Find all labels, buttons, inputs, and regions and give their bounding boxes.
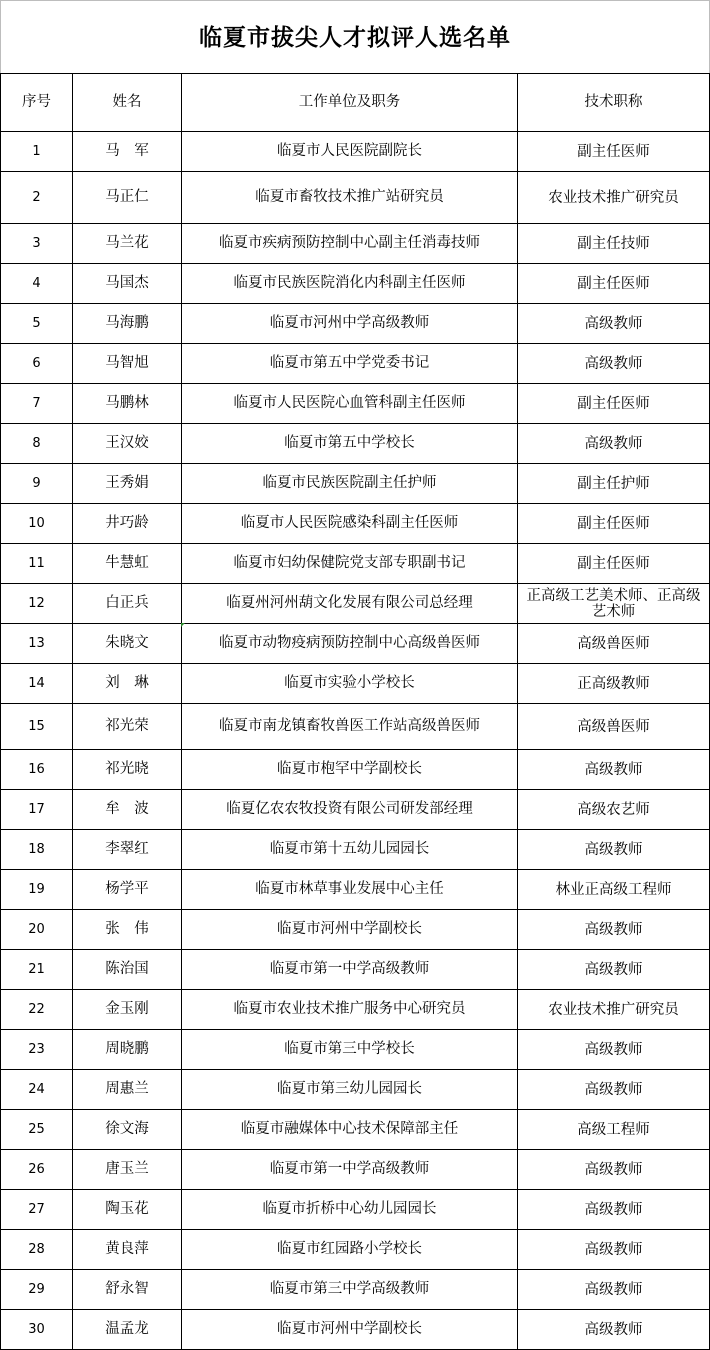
cell-unit: 临夏市第五中学党委书记 bbox=[182, 344, 518, 384]
cell-name: 陶玉花 bbox=[73, 1190, 182, 1230]
cell-index: 26 bbox=[1, 1150, 73, 1190]
cell-title: 副主任医师 bbox=[518, 132, 710, 172]
cell-unit: 临夏市人民医院感染科副主任医师 bbox=[182, 504, 518, 544]
cell-title: 高级教师 bbox=[518, 1310, 710, 1350]
cell-unit: 临夏市第三幼儿园园长 bbox=[182, 1070, 518, 1110]
cell-name: 祁光荣 bbox=[73, 704, 182, 750]
table-row bbox=[1, 1070, 710, 1110]
cell-title: 正高级教师 bbox=[518, 664, 710, 704]
cell-unit: 临夏亿农农牧投资有限公司研发部经理 bbox=[182, 790, 518, 830]
cell-title: 高级教师 bbox=[518, 304, 710, 344]
table-row bbox=[1, 584, 710, 624]
cell-title: 高级教师 bbox=[518, 1230, 710, 1270]
table-row bbox=[1, 1230, 710, 1270]
title-row bbox=[1, 1, 710, 74]
cell-index: 23 bbox=[1, 1030, 73, 1070]
cell-index: 2 bbox=[1, 172, 73, 224]
cell-title: 副主任技师 bbox=[518, 224, 710, 264]
cell-title: 高级兽医师 bbox=[518, 704, 710, 750]
table-row bbox=[1, 704, 710, 750]
cell-name: 周晓鹏 bbox=[73, 1030, 182, 1070]
cell-name: 祁光晓 bbox=[73, 750, 182, 790]
table-row bbox=[1, 1270, 710, 1310]
cell-unit: 临夏市融媒体中心技术保障部主任 bbox=[182, 1110, 518, 1150]
cell-name: 徐文海 bbox=[73, 1110, 182, 1150]
cell-unit: 临夏市农业技术推广服务中心研究员 bbox=[182, 990, 518, 1030]
cell-unit: 临夏市疾病预防控制中心副主任消毒技师 bbox=[182, 224, 518, 264]
cell-index: 24 bbox=[1, 1070, 73, 1110]
cell-name: 周惠兰 bbox=[73, 1070, 182, 1110]
cell-unit: 临夏市动物疫病预防控制中心高级兽医师 bbox=[182, 624, 518, 664]
cell-index: 29 bbox=[1, 1270, 73, 1310]
cell-unit: 临夏市红园路小学校长 bbox=[182, 1230, 518, 1270]
cell-name: 牟 波 bbox=[73, 790, 182, 830]
cell-index: 17 bbox=[1, 790, 73, 830]
cell-unit: 临夏市林草事业发展中心主任 bbox=[182, 870, 518, 910]
cell-title: 高级教师 bbox=[518, 950, 710, 990]
table-row bbox=[1, 950, 710, 990]
cell-title: 高级教师 bbox=[518, 1150, 710, 1190]
cell-unit: 临夏市民族医院副主任护师 bbox=[182, 464, 518, 504]
cell-name: 马海鹏 bbox=[73, 304, 182, 344]
cell-unit: 临夏市第一中学高级教师 bbox=[182, 950, 518, 990]
table-row bbox=[1, 750, 710, 790]
cell-index: 14 bbox=[1, 664, 73, 704]
table-row bbox=[1, 384, 710, 424]
header-index: 序号 bbox=[1, 74, 73, 132]
header-title: 技术职称 bbox=[518, 74, 710, 132]
table-row bbox=[1, 870, 710, 910]
cell-name: 朱晓文 bbox=[73, 624, 182, 664]
cell-unit: 临夏市河州中学副校长 bbox=[182, 910, 518, 950]
page-title: 临夏市拔尖人才拟评人选名单 bbox=[1, 1, 710, 74]
cell-title: 高级教师 bbox=[518, 1190, 710, 1230]
cell-title: 林业正高级工程师 bbox=[518, 870, 710, 910]
table-row bbox=[1, 664, 710, 704]
cell-name: 王汉姣 bbox=[73, 424, 182, 464]
cell-title: 高级教师 bbox=[518, 830, 710, 870]
cell-index: 9 bbox=[1, 464, 73, 504]
cell-unit: 临夏市第三中学校长 bbox=[182, 1030, 518, 1070]
header-row bbox=[1, 74, 710, 132]
cell-title: 高级教师 bbox=[518, 1030, 710, 1070]
table-row bbox=[1, 790, 710, 830]
cell-index: 11 bbox=[1, 544, 73, 584]
cell-name: 杨学平 bbox=[73, 870, 182, 910]
cell-title: 高级教师 bbox=[518, 344, 710, 384]
cell-title: 高级教师 bbox=[518, 1270, 710, 1310]
cell-name: 舒永智 bbox=[73, 1270, 182, 1310]
cell-name: 马兰花 bbox=[73, 224, 182, 264]
cell-title: 农业技术推广研究员 bbox=[518, 172, 710, 224]
cell-name: 马鹏林 bbox=[73, 384, 182, 424]
cell-unit: 临夏市人民医院心血管科副主任医师 bbox=[182, 384, 518, 424]
cell-title: 高级农艺师 bbox=[518, 790, 710, 830]
cell-unit: 临夏市枹罕中学副校长 bbox=[182, 750, 518, 790]
cell-title: 高级教师 bbox=[518, 910, 710, 950]
cell-comment-marker bbox=[181, 623, 185, 627]
cell-unit: 临夏市第五中学校长 bbox=[182, 424, 518, 464]
cell-name: 陈治国 bbox=[73, 950, 182, 990]
cell-index: 8 bbox=[1, 424, 73, 464]
table-row bbox=[1, 264, 710, 304]
table-row bbox=[1, 424, 710, 464]
cell-unit: 临夏市第三中学高级教师 bbox=[182, 1270, 518, 1310]
cell-index: 22 bbox=[1, 990, 73, 1030]
cell-name: 张 伟 bbox=[73, 910, 182, 950]
cell-title: 副主任医师 bbox=[518, 384, 710, 424]
table-row bbox=[1, 224, 710, 264]
cell-index: 20 bbox=[1, 910, 73, 950]
cell-index: 12 bbox=[1, 584, 73, 624]
cell-title: 高级教师 bbox=[518, 750, 710, 790]
cell-unit: 临夏市折桥中心幼儿园园长 bbox=[182, 1190, 518, 1230]
cell-unit: 临夏市河州中学高级教师 bbox=[182, 304, 518, 344]
cell-title: 副主任医师 bbox=[518, 264, 710, 304]
table-row bbox=[1, 624, 710, 664]
cell-index: 21 bbox=[1, 950, 73, 990]
cell-name: 马 军 bbox=[73, 132, 182, 172]
table-row bbox=[1, 990, 710, 1030]
cell-unit: 临夏市第一中学高级教师 bbox=[182, 1150, 518, 1190]
cell-name: 王秀娟 bbox=[73, 464, 182, 504]
cell-name: 马正仁 bbox=[73, 172, 182, 224]
table-row bbox=[1, 830, 710, 870]
table-row bbox=[1, 1030, 710, 1070]
table-row bbox=[1, 1150, 710, 1190]
table-row bbox=[1, 1190, 710, 1230]
cell-name: 刘 琳 bbox=[73, 664, 182, 704]
table-body bbox=[1, 132, 710, 1350]
header-unit: 工作单位及职务 bbox=[182, 74, 518, 132]
table-row bbox=[1, 172, 710, 224]
cell-name: 井巧龄 bbox=[73, 504, 182, 544]
cell-index: 18 bbox=[1, 830, 73, 870]
cell-unit: 临夏市第十五幼儿园园长 bbox=[182, 830, 518, 870]
cell-index: 27 bbox=[1, 1190, 73, 1230]
cell-name: 马国杰 bbox=[73, 264, 182, 304]
cell-index: 25 bbox=[1, 1110, 73, 1150]
cell-index: 4 bbox=[1, 264, 73, 304]
cell-unit: 临夏市人民医院副院长 bbox=[182, 132, 518, 172]
cell-index: 13 bbox=[1, 624, 73, 664]
cell-index: 28 bbox=[1, 1230, 73, 1270]
cell-title: 高级教师 bbox=[518, 1070, 710, 1110]
cell-title: 副主任医师 bbox=[518, 504, 710, 544]
cell-index: 16 bbox=[1, 750, 73, 790]
cell-index: 3 bbox=[1, 224, 73, 264]
cell-name: 白正兵 bbox=[73, 584, 182, 624]
header-name: 姓名 bbox=[73, 74, 182, 132]
table-row bbox=[1, 1310, 710, 1350]
cell-unit: 临夏州河州葫文化发展有限公司总经理 bbox=[182, 584, 518, 624]
table-row bbox=[1, 910, 710, 950]
cell-title: 高级兽医师 bbox=[518, 624, 710, 664]
cell-index: 5 bbox=[1, 304, 73, 344]
cell-name: 黄良萍 bbox=[73, 1230, 182, 1270]
cell-name: 马智旭 bbox=[73, 344, 182, 384]
table-row bbox=[1, 1110, 710, 1150]
table-row bbox=[1, 544, 710, 584]
table-row bbox=[1, 504, 710, 544]
cell-title: 副主任护师 bbox=[518, 464, 710, 504]
cell-title: 副主任医师 bbox=[518, 544, 710, 584]
cell-index: 6 bbox=[1, 344, 73, 384]
cell-title: 农业技术推广研究员 bbox=[518, 990, 710, 1030]
cell-index: 1 bbox=[1, 132, 73, 172]
cell-unit: 临夏市南龙镇畜牧兽医工作站高级兽医师 bbox=[182, 704, 518, 750]
cell-title: 高级工程师 bbox=[518, 1110, 710, 1150]
cell-unit: 临夏市实验小学校长 bbox=[182, 664, 518, 704]
cell-name: 温孟龙 bbox=[73, 1310, 182, 1350]
cell-name: 牛慧虹 bbox=[73, 544, 182, 584]
cell-name: 唐玉兰 bbox=[73, 1150, 182, 1190]
cell-unit: 临夏市民族医院消化内科副主任医师 bbox=[182, 264, 518, 304]
cell-title: 正高级工艺美术师、正高级艺术师 bbox=[518, 584, 710, 624]
cell-index: 15 bbox=[1, 704, 73, 750]
cell-title: 高级教师 bbox=[518, 424, 710, 464]
cell-index: 19 bbox=[1, 870, 73, 910]
table-row bbox=[1, 132, 710, 172]
cell-index: 30 bbox=[1, 1310, 73, 1350]
table-row bbox=[1, 464, 710, 504]
cell-unit: 临夏市妇幼保健院党支部专职副书记 bbox=[182, 544, 518, 584]
table-row bbox=[1, 304, 710, 344]
cell-unit: 临夏市河州中学副校长 bbox=[182, 1310, 518, 1350]
cell-index: 7 bbox=[1, 384, 73, 424]
cell-index: 10 bbox=[1, 504, 73, 544]
table-row bbox=[1, 344, 710, 384]
cell-name: 李翠红 bbox=[73, 830, 182, 870]
cell-name: 金玉刚 bbox=[73, 990, 182, 1030]
cell-unit: 临夏市畜牧技术推广站研究员 bbox=[182, 172, 518, 224]
